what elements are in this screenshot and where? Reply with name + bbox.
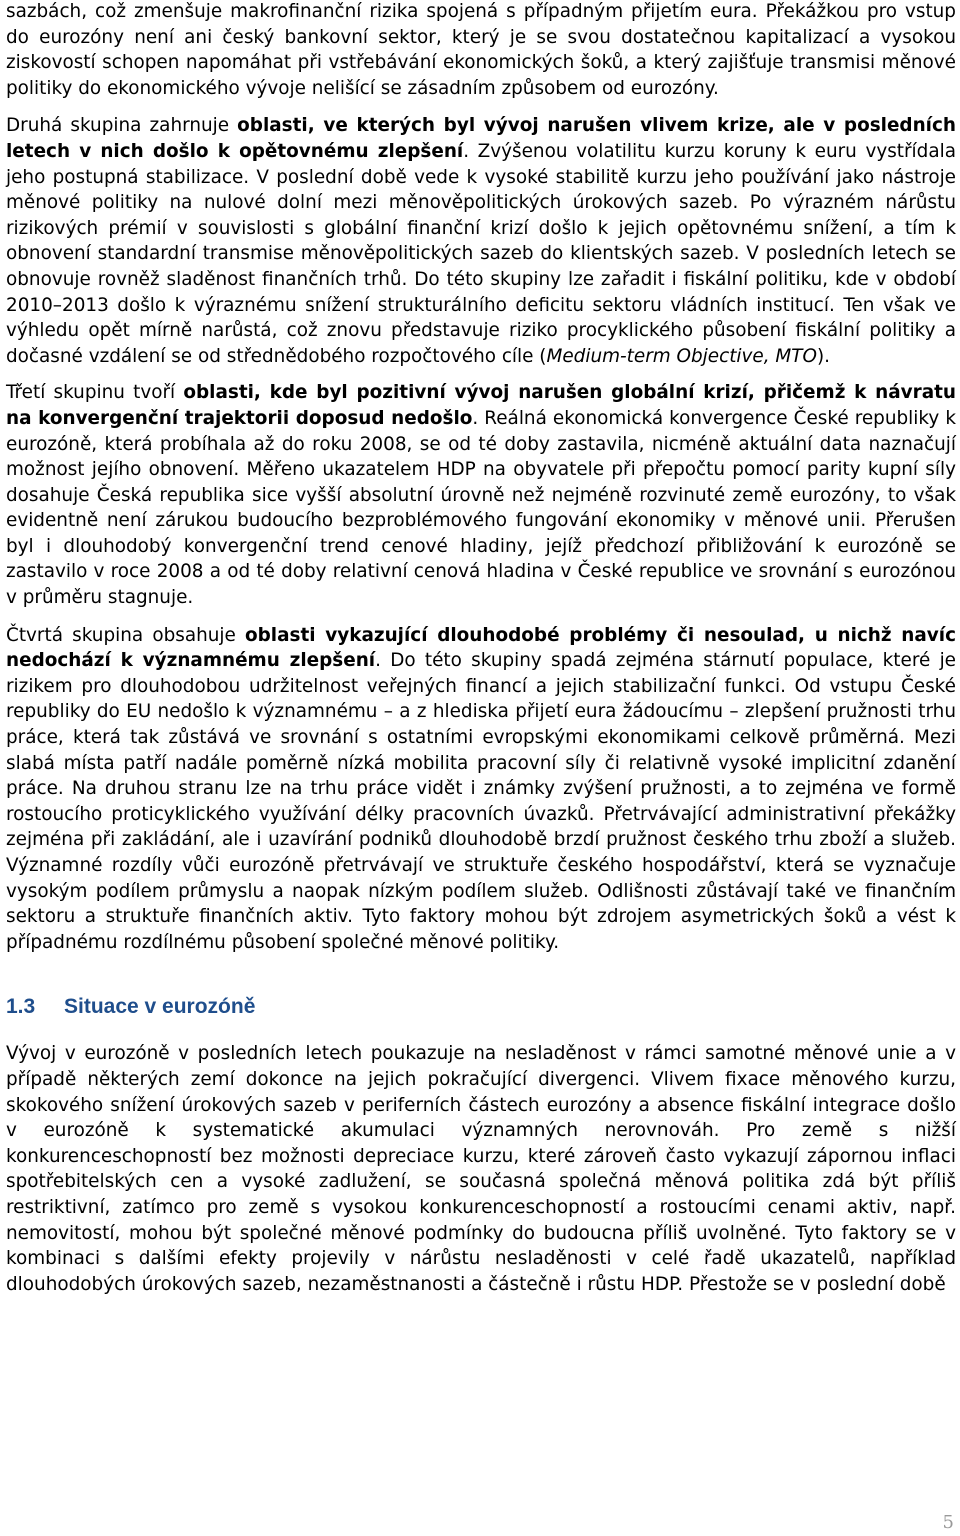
bold-text: oblasti vykazující dlouhodobé problémy či nesoulad, u nichž navíc nedochází k významnému zlepšení — [6, 624, 957, 672]
text-run: Vývoj v eurozóně v posledních letech poukazuje na nesladěnost v rámci samotné měnové unie a v případě některých zemí dokonce na jejich pokračující divergenci. Vlivem fixace měnového kurzu, skokového snížení úrokových sazeb v periferních částech eurozóny a absence fiskální integrace došlo v eurozóně k systematické akumulaci významných nerovnováh. Pro země s nižší konkurenceschopností bez možnosti depreciace kurzu, které zároveň často vykazují zápornou inflaci spotřebitelských cen a vysoké zadlužení, se současná společná měnová politika zdá být příliš restriktivní, zatímco pro země s vysokou konkurenceschopností a rostoucími cenami aktiv, např. nemovitostí, mohou být společné měnové podmínky do budoucna příliš uvolněné. Tyto faktory se v kombinaci s dalšími efekty projevily v nárůstu nesladěnosti v celé řadě ukazatelů, například dlouhodobých úrokových sazeb, nezaměstnanosti a částečně i růstu HDP. Přestože se v poslední době — [6, 1043, 956, 1295]
paragraph — [6, 1041, 956, 1297]
text-run: Třetí skupinu tvoří — [6, 382, 184, 404]
paragraph — [6, 623, 956, 956]
text-run: Druhá skupina zahrnuje — [6, 115, 238, 137]
page-number: 5 — [942, 1512, 954, 1533]
bold-text: oblasti, ve kterých byl vývoj narušen vlivem krize, ale v posledních letech v nich došlo k opětovnému zlepšení — [6, 115, 956, 162]
section-number: 1.3 — [6, 995, 36, 1019]
text-run: Čtvrtá skupina obsahuje — [6, 624, 245, 646]
document-page — [6, 0, 956, 1297]
bold-text: oblasti, kde byl pozitivní vývoj narušen globální krizí, přičemž k návratu na konvergenční trajektorii doposud nedošlo — [6, 382, 956, 429]
text-run: . Reálná ekonomická konvergence České republiky k eurozóně, která probíhala až do roku 2008, se od té doby zastavila, nicméně aktuální data naznačují možnost jejího obnovení. Měřeno ukazatelem HDP na obyvatele při přepočtu pomocí parity kupní síly dosahuje Česká republika sice vyšší absolutní úrovně než nejméně rozvinuté země eurozóny, to však evidentně není zárukou budoucího bezproblémového fungování ekonomiky v měnové unii. Přerušen byl i dlouhodobý konvergenční trend cenové hladiny, jejíž předchozí přibližování k eurozóně se zastavilo v roce 2008 a od té doby relativní cenová hladina v České republice ve srovnání s eurozónou v průměru stagnuje. — [6, 407, 956, 609]
paragraph — [6, 0, 956, 101]
text-run: ). — [817, 345, 831, 367]
text-run: sazbách, což zmenšuje makrofinanční rizika spojená s případným přijetím eura. Překážkou pro vstup do eurozóny není ani český bankovní sektor, který je se svou dostatečnou kapitalizací a vysokou ziskovostí schopen napomáhat při vstřebávání ekonomických šoků, a který zajišťuje transmisi měnové politiky do ekonomického vývoje nelišící se zásadním způsobem od eurozóny. — [6, 1, 956, 99]
section-heading — [6, 994, 956, 1020]
italic-text: Medium-term Objective, MTO — [546, 345, 817, 367]
paragraph — [6, 380, 956, 610]
section-title: Situace v eurozóně — [64, 995, 256, 1019]
paragraph — [6, 113, 956, 369]
text-run: . Zvýšenou volatilitu kurzu koruny k euru vystřídala jeho postupná stabilizace. V poslední době vede k vysoké stabilitě kurzu jeho používání jako nástroje měnové politiky na nulové dolní mezi měnověpolitických úrokových sazeb. Po výrazném nárůstu rizikových prémií v souvislosti s globální finanční krizí došlo k jejich opětovnému snížení, a tím k obnovení standardní transmise měnověpolitických sazeb do klientských sazeb. V posledních letech se obnovuje rovněž sladěnost finančních trhů. Do této skupiny lze zařadit i fiskální politiku, kde v období 2010–2013 došlo k výraznému snížení strukturálního deficitu sektoru vládních institucí. Ten však ve výhledu opět mírně narůstá, což znovu představuje riziko procyklického působení fiskální politiky a dočasné vzdálení se od střednědobého rozpočtového cíle ( — [6, 140, 956, 367]
text-run: . Do této skupiny spadá zejména stárnutí populace, které je rizikem pro dlouhodobou udržitelnost veřejných financí a jejich stabilizační funkci. Od vstupu České republiky do EU nedošlo k významnému – a z hlediska přijetí eura žádoucímu – zlepšení pružnosti trhu práce, která tak zůstává ve srovnání s ostatními evropskými ekonomikami celkově průměrná. Mezi slabá místa patří nadále poměrně nízká mobilita pracovní síly či relativně vysoké implicitní zdanění práce. Na druhou stranu lze na trhu práce vidět i známky zvýšení pružnosti, a to zejména ve formě rostoucího proticyklického využívání délky pracovních úvazků. Přetrvávající administrativní překážky zejména při zakládání, ale i uzavírání podniků dlouhodobě brzdí pružnost českého trhu zboží a služeb. Významné rozdíly vůči eurozóně přetrvávají ve struktuře českého hospodářství, která se vyznačuje vysokým podílem průmyslu a naopak nízkým podílem služeb. Odlišnosti zůstávají také ve finančním sektoru a struktuře finančních aktiv. Tyto faktory mohou být zdrojem asymetrických šoků a vést k případnému rozdílnému působení společné měnové politiky. — [6, 650, 956, 953]
